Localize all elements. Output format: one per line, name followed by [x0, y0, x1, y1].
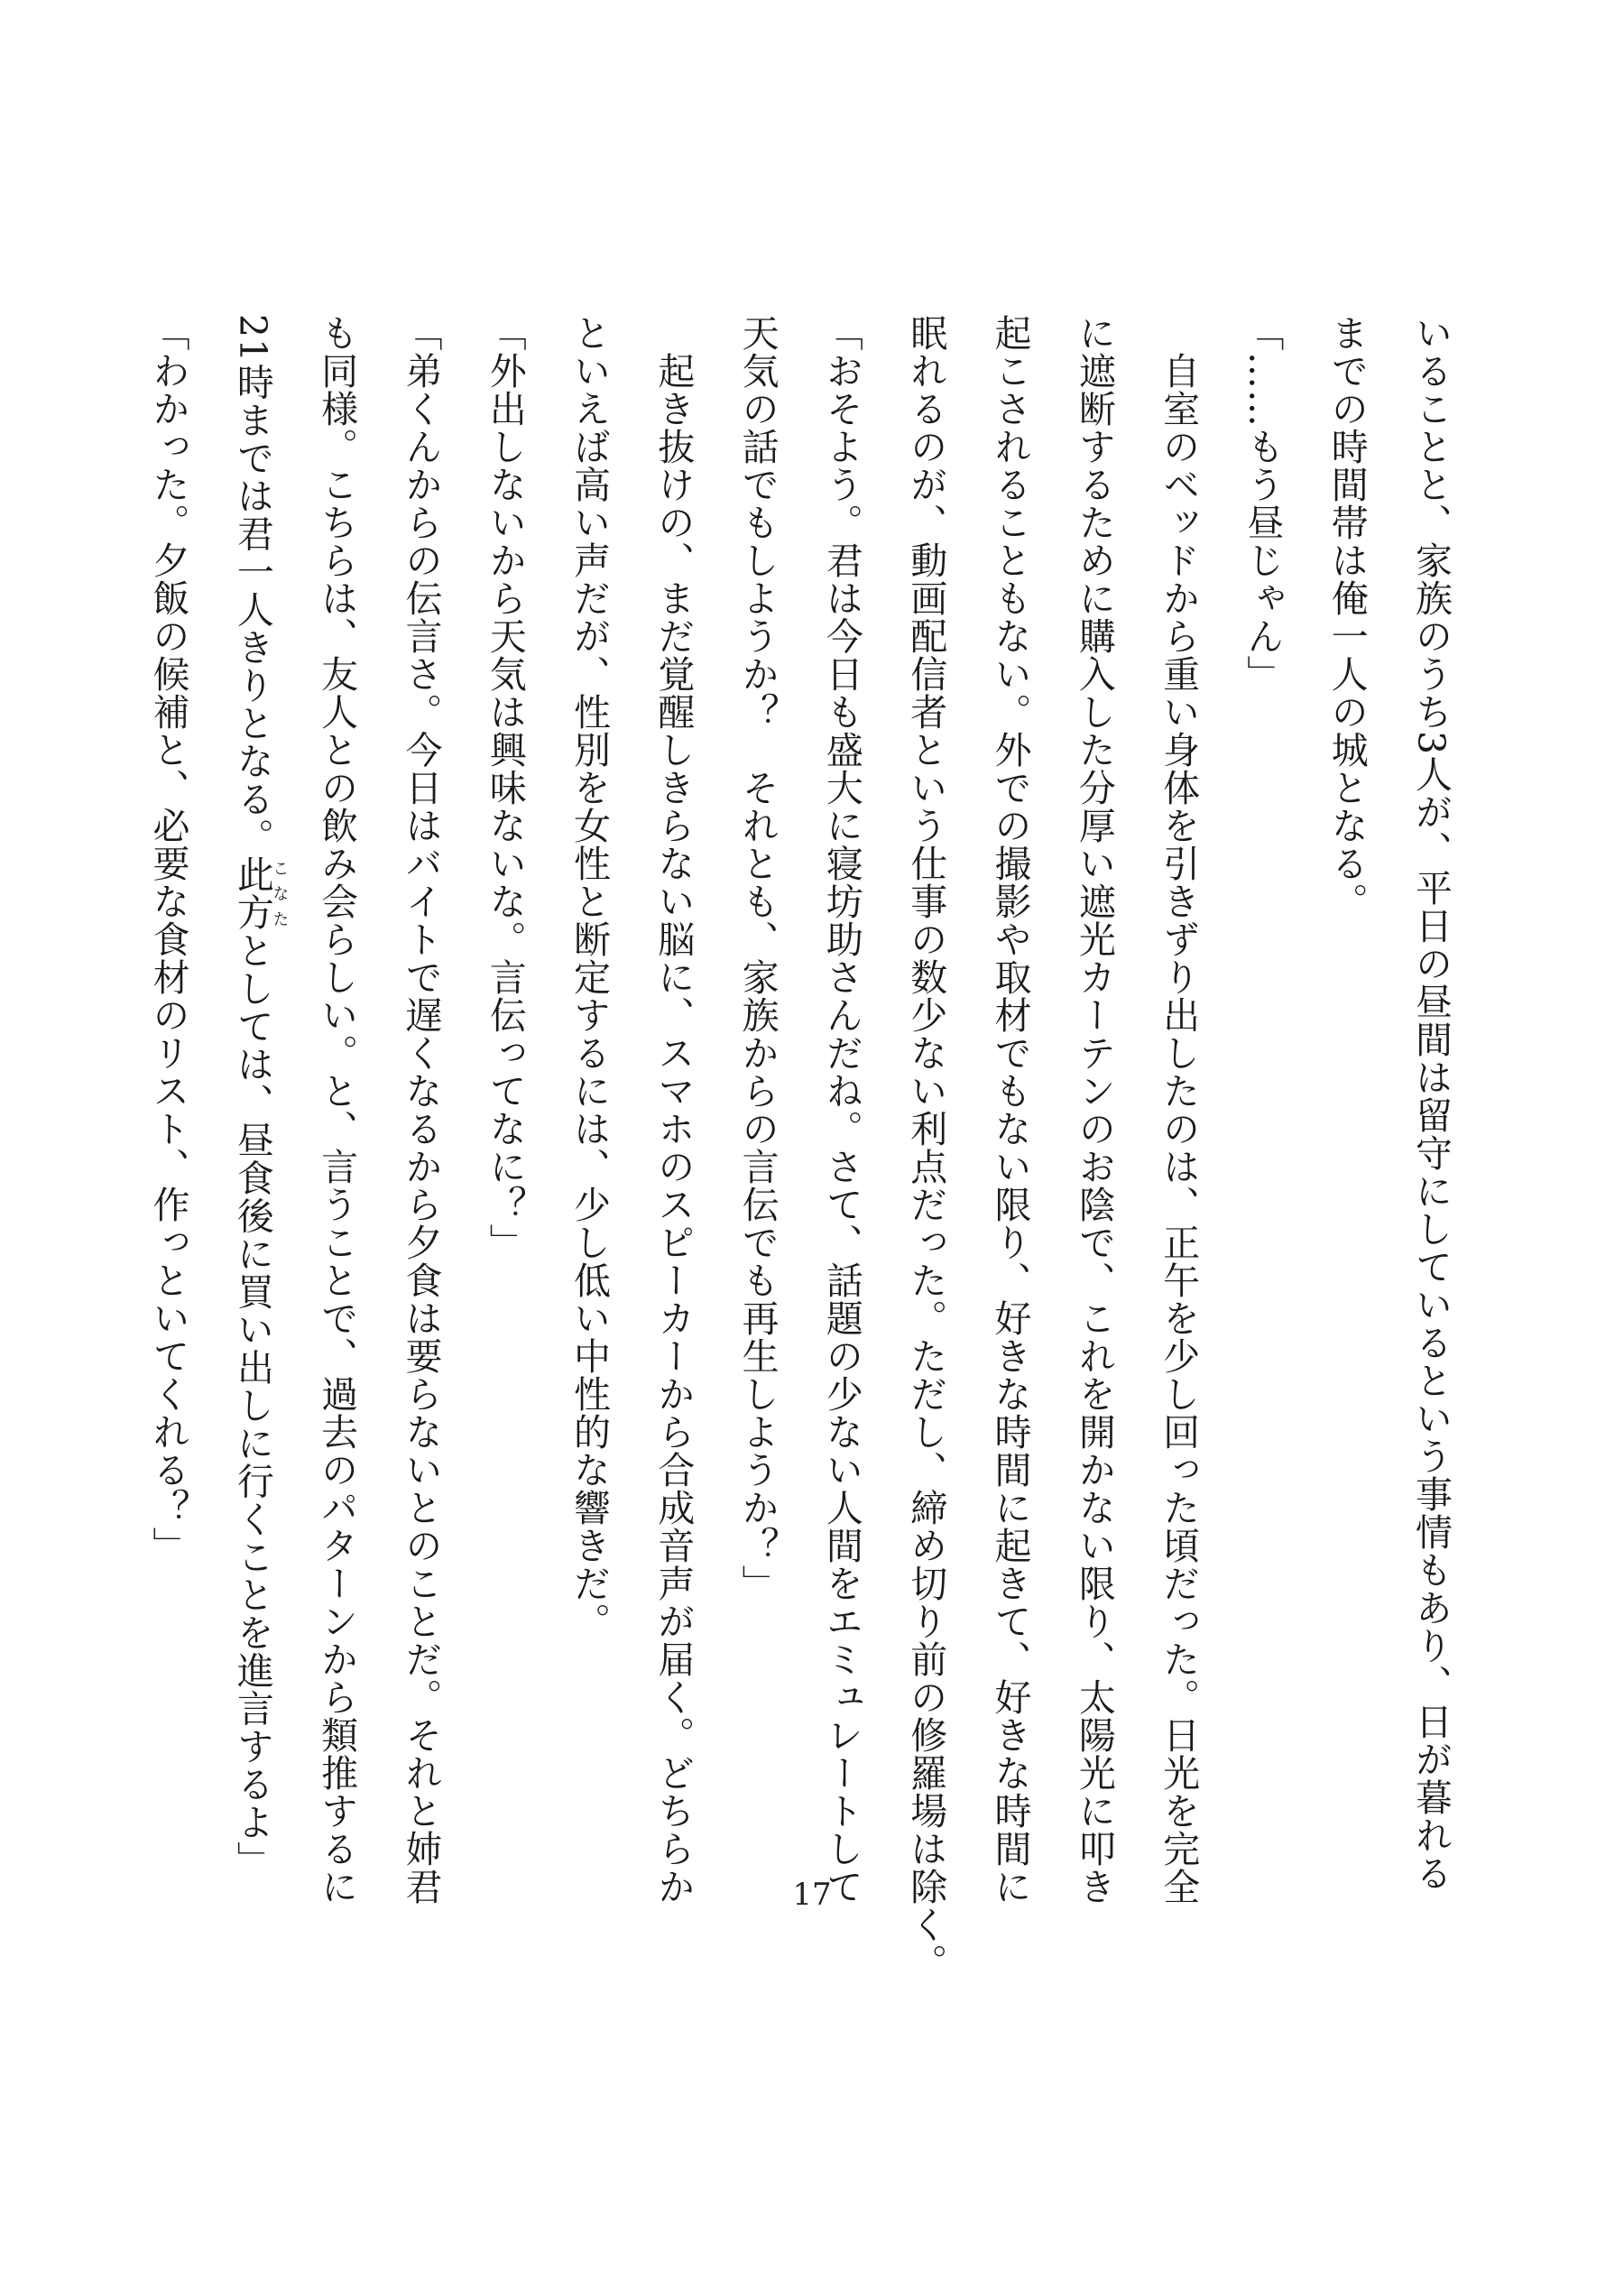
text-segment: としては、昼食後に買い出しに行くことを進言するよ」: [230, 931, 274, 1879]
text-column: に遮断するために購入した分厚い遮光カーテンのお陰で、これを開かない限り、太陽光に叩き: [1072, 314, 1116, 1906]
text-column: 自室のベッドから重い身体を引きずり出したのは、正午を少し回った頃だった。日光を完全: [1157, 352, 1201, 1906]
dialogue-column: 「弟くんからの伝言さ。今日はバイトで遅くなるから夕食は要らないとのことだ。それと姉君: [399, 314, 443, 1906]
text-column: 天気の話でもしようか？ それとも、家族からの言伝でも再生しようか？」: [735, 314, 780, 1602]
dialogue-column: 「外出しないから天気は興味ないな。言伝ってなに？」: [483, 314, 527, 1261]
text-column: といえば高い声だが、性別を女性と断定するには、少し低い中性的な響きだ。: [567, 314, 612, 1640]
dialogue-column: 「おそよう。君は今日も盛大に寝坊助さんだね。さて、話題の少ない人間をエミュレートして: [819, 314, 863, 1906]
text-column: [210, 314, 294, 1879]
text-column: 眠れるのが、動画配信者という仕事の数少ない利点だった。ただし、締め切り前の修羅場は除く。: [904, 314, 948, 1981]
ruby-annotation: [230, 855, 290, 932]
text-column: 起き抜けの、まだ覚醒しきらない脳に、スマホのスピーカーから合成音声が届く。どちらか: [651, 352, 696, 1906]
ruby-reading: こなた: [270, 855, 290, 932]
text-column: 起こされることもない。外での撮影や取材でもない限り、好きな時間に起きて、好きな時間に: [988, 314, 1032, 1906]
text-column: も同様。こちらは、友人との飲み会らしい。と、言うことで、過去のパターンから類推するに: [315, 314, 359, 1906]
page-number: 17: [792, 1877, 832, 1913]
ruby-base: 此方: [230, 855, 274, 932]
dialogue-column: 「……もう昼じゃん」: [1241, 314, 1285, 693]
text-column: いることと、家族のうち3人が、平日の昼間は留守にしているという事情もあり、日が暮れる: [1409, 314, 1453, 1893]
dialogue-column: 「わかった。夕飯の候補と、必要な食材のリスト、作っといてくれる？」: [146, 314, 190, 1564]
text-segment: 21時までは君一人きりとなる。: [230, 314, 274, 856]
text-column: までの時間帯は俺一人の城となる。: [1324, 314, 1369, 920]
